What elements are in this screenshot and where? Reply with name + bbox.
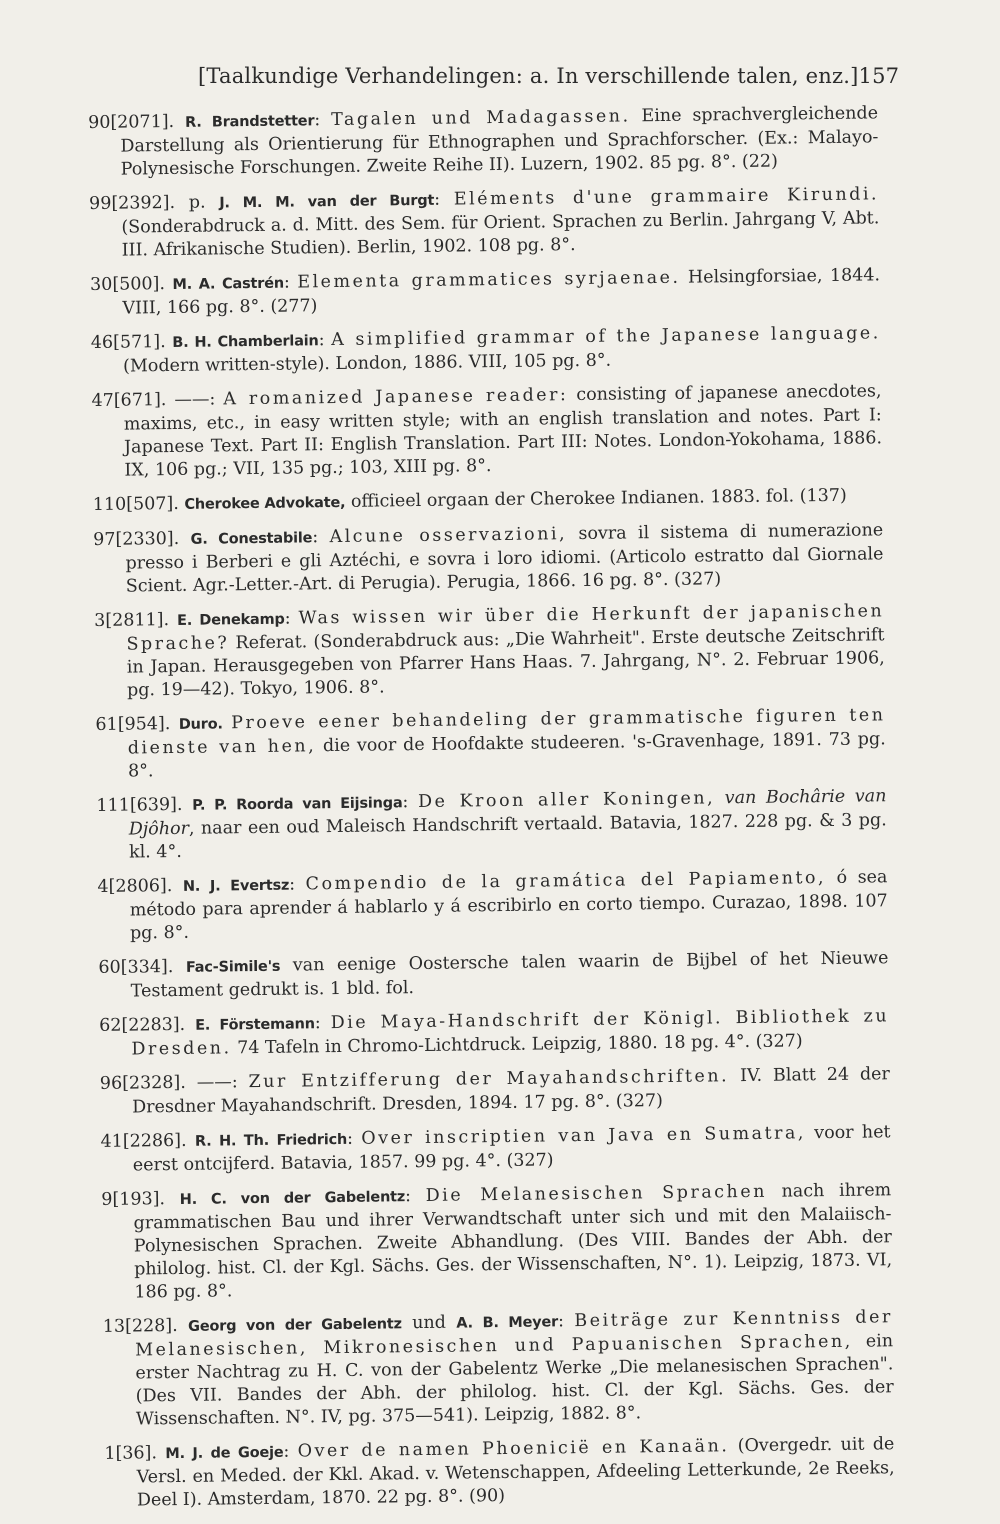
bibliography-entry [93, 519, 884, 599]
entry-author: E. Denekamp [177, 612, 285, 629]
bibliography-entry [91, 380, 882, 483]
entry-title: Alcune osservazioni, [329, 524, 567, 547]
entry-title: De Kroon aller Koningen, [418, 788, 715, 812]
entry-details: IV. Blatt 24 der Dresdner Mayahandschrift. Dresden, 1894. 17 pg. 8°. (327) [132, 1064, 890, 1117]
entry-number: 110[507]. [93, 494, 185, 515]
bibliography-entry [88, 102, 879, 182]
page-number: 157 [859, 64, 900, 88]
entry-title: Over de namen Phoenicië en Kanaän. [298, 1436, 730, 1461]
bibliography-entry [94, 600, 885, 703]
entry-title: Elementa grammatices syrjaenae. [297, 268, 680, 293]
entry-number: 96[2328]. [100, 1073, 197, 1094]
entry-separator: : [314, 110, 331, 130]
entry-author: R. Brandstetter [185, 113, 314, 131]
entry-author: R. H. Th. Friedrich [195, 1132, 347, 1150]
entry-author: B. H. Chamberlain [172, 333, 318, 351]
entry-number: 99[2392]. p. [89, 192, 219, 214]
entry-author: J. M. M. van der Burgt [219, 193, 434, 212]
entry-separator: : [312, 527, 329, 547]
entry-number: 3[2811]. [94, 610, 177, 631]
entry-number: 30[500]. [90, 274, 173, 295]
bibliography-entry [98, 947, 889, 1004]
entry-title: Eléments d'une grammaire Kirundi. [454, 184, 880, 209]
bibliography-entry [104, 1433, 895, 1513]
entry-details: (Overgedr. uit de Versl. en Meded. der Kkl. Akad. v. Wetenschappen, Afdeeling Letterkunde, 2e Reeks, Deel I). Amsterdam, 1870. 22 pg. 8°. (90) [137, 1434, 895, 1510]
entry-separator: : [289, 874, 306, 894]
entry-separator: ——: [174, 389, 223, 410]
entry-details: sovra il sistema di numerazione presso i Berberi e gli Aztéchi, e sovra i loro idiomi. (Articolo estratto dal Giornale Scient. Agr.-Letter.-Art. di Perugia). Perugia, 1866. 16 pg. 8°. (327) [125, 520, 883, 596]
entry-separator: : [558, 1311, 575, 1331]
entry-details: ó sea método para aprender á hablarlo y á escribirlo en corto tiempo. Curazao, 1898. 107 pg. 8°. [130, 867, 888, 943]
entry-details: voor het eerst ontcijferd. Batavia, 1857. 99 pg. 4°. (327) [133, 1122, 891, 1175]
entry-details: Eine sprachvergleichende Darstellung als Orientierung für Ethnographen und Sprachforscher. (Ex.: Malayo-Polynesische Forschungen. Zweite Reihe II). Luzern, 1902. 85 pg. 8°. (22) [120, 103, 878, 179]
entry-coauthor: A. B. Meyer [456, 1314, 558, 1331]
entry-details: , naar een oud Maleisch Handschrift vertaald. Batavia, 1827. 228 pg. & 3 pg. kl. 4°. [129, 810, 887, 862]
entry-details: Helsingforsiae, 1844. VIII, 166 pg. 8°. (277) [122, 265, 880, 318]
entry-title: Compendio de la gramática del Papiamento, [306, 868, 827, 894]
entry-author: P. P. Roorda van Eijsinga [192, 795, 403, 814]
entry-title: Was wissen wir über die Herkunft der japanischen Sprache? [126, 601, 884, 654]
entry-details: nach ihrem grammatischen Bau und ihrer Verwandtschaft unter sich und mit den Malaiisch-Polynesischen Sprachen. Zweite Abhandlung. (Des VIII. Bandes der Abh. der philolog. hist. Cl. der Kgl. Sächs. Ges. der Wissenschaften, N°. 1). Leipzig, 1873. VI, 186 pg. 8°. [133, 1180, 892, 1302]
entry-number: 90[2071]. [88, 112, 185, 133]
entry-separator: : [283, 1442, 297, 1462]
bibliography-entry [90, 264, 881, 321]
entry-separator: : [315, 1013, 331, 1033]
entry-separator: : [402, 792, 418, 812]
entry-title: Die Maya-Handschrift der Königl. Bibliothek zu Dresden. [131, 1006, 889, 1059]
entry-title: Beiträge zur Kenntniss der Melanesischen, Mikronesischen und Papuanischen Sprachen, [135, 1307, 893, 1360]
bibliography-entry [100, 1063, 891, 1120]
entry-details: officieel orgaan der Cherokee Indianen. 1883. fol. (137) [351, 486, 847, 512]
bibliography-entry [100, 1121, 891, 1178]
entry-title: A romanized Japanese reader: [223, 385, 568, 409]
running-header [198, 64, 878, 88]
bibliography-entry [96, 785, 887, 865]
entry-separator: : [347, 1129, 361, 1149]
entry-separator: : [284, 272, 298, 292]
entry-details: 74 Tafeln in Chromo-Lichtdruck. Leipzig, 1880. 18 pg. 4°. (327) [231, 1031, 802, 1058]
bibliography-entry [89, 183, 880, 263]
bibliography-entry [103, 1306, 894, 1432]
entry-author: Georg von der Gabelentz [188, 1316, 402, 1335]
entry-separator: ——: [197, 1072, 249, 1093]
entry-number: 47[671]. [91, 390, 174, 411]
entry-title: Zur Entzifferung der Mayahandschriften. [248, 1066, 729, 1092]
entry-number: 46[571]. [91, 332, 173, 353]
bibliography-entry [95, 704, 886, 784]
entry-separator: : [319, 330, 332, 350]
entry-number: 4[2806]. [97, 876, 183, 897]
entry-number: 13[228]. [103, 1316, 189, 1337]
entry-details: van eenige Oostersche talen waarin de Bijbel of het Nieuwe Testament gedrukt is. 1 bld. fol. [131, 948, 889, 1001]
bibliography-entry [99, 1005, 890, 1062]
header-title: [Taalkundige Verhandelingen: a. In verschillende talen, enz.] [198, 64, 859, 88]
entry-author: Fac-Simile's [186, 959, 281, 976]
entry-title: Die Melanesischen Sprachen [426, 1182, 767, 1206]
entry-title: Tagalen und Madagassen. [331, 106, 631, 130]
entry-number: 62[2283]. [99, 1015, 195, 1036]
entry-number: 41[2286]. [100, 1131, 195, 1152]
entry-title: Over inscriptien van Java en Sumatra, [361, 1123, 806, 1148]
entry-details: (Sonderabdruck a. d. Mitt. des Sem. für Orient. Sprachen zu Berlin. Jahrgang V, Abt. III. Afrikanische Studien). Berlin, 1902. 108 pg. 8°. [121, 208, 879, 260]
entry-conjunction: und [402, 1313, 457, 1334]
entry-italic-title: van Bochârie van Djôhor [129, 786, 887, 839]
entry-details: (Modern written-style). London, 1886. VIII, 105 pg. 8°. [123, 351, 611, 377]
entry-details: die voor de Hoofdakte studeeren. 's-Gravenhage, 1891. 73 pg. 8°. [128, 729, 886, 781]
bibliography-list [88, 102, 895, 1524]
entry-title: Proeve eener behandeling der grammatische figuren ten dienste van hen, [128, 705, 886, 758]
entry-separator [223, 713, 232, 733]
entry-author: H. C. von der Gabelentz [180, 1189, 406, 1208]
entry-number: 111[639]. [96, 795, 192, 816]
entry-details: Referat. (Sonderabdruck aus: „Die Wahrheit". Erste deutsche Zeitschrift in Japan. Herausgegeben von Pfarrer Hans Haas. 7. Jahrgang, N°. 2. Februar 1906, pg. 19—42). Tokyo, 1906. 8°. [127, 625, 885, 700]
entry-number: 97[2330]. [93, 529, 191, 550]
entry-title: A simplified grammar of the Japanese language. [331, 323, 881, 350]
entry-author: Duro. [179, 716, 223, 733]
entry-author: E. Förstemann [195, 1016, 315, 1033]
bibliography-entry [101, 1179, 892, 1305]
entry-details: consisting of japanese anecdotes, maxims, etc., in easy written style; with an english translation and notes. Part I: Japanese Text. Part II: English Translation. Part III: Notes. London-Yokohama, 1886. IX, 106 pg.; VII, 135 pg.; 103, XIII pg. 8°. [124, 381, 882, 480]
entry-author: N. J. Evertsz [183, 878, 290, 895]
entry-author: Cherokee Advokate, [184, 495, 345, 513]
entry-author: M. J. de Goeje [165, 1445, 283, 1462]
entry-separator: : [405, 1186, 426, 1206]
bibliography-entry [93, 484, 883, 518]
entry-number: 61[954]. [95, 714, 179, 735]
bibliography-entry [97, 866, 888, 946]
entry-author: G. Conestabile [190, 530, 312, 547]
entry-number: 1[36]. [104, 1443, 165, 1464]
entry-separator [280, 956, 293, 976]
entry-number: 60[334]. [98, 957, 186, 978]
entry-number: 9[193]. [101, 1189, 180, 1210]
entry-separator: : [285, 608, 299, 628]
entry-separator: : [434, 190, 454, 210]
bibliography-entry [91, 322, 882, 379]
entry-author: M. A. Castrén [172, 276, 284, 293]
entry-details: ein erster Nachtrag zu H. C. von der Gabelentz Werke „Die melanesischen Sprachen". (Des VII. Bandes der Abh. der philolog. hist. Cl. der Kgl. Sächs. Ges. der Wissenschaften. N°. IV, pg. 375—541). Leipzig, 1882. 8°. [135, 1331, 893, 1429]
